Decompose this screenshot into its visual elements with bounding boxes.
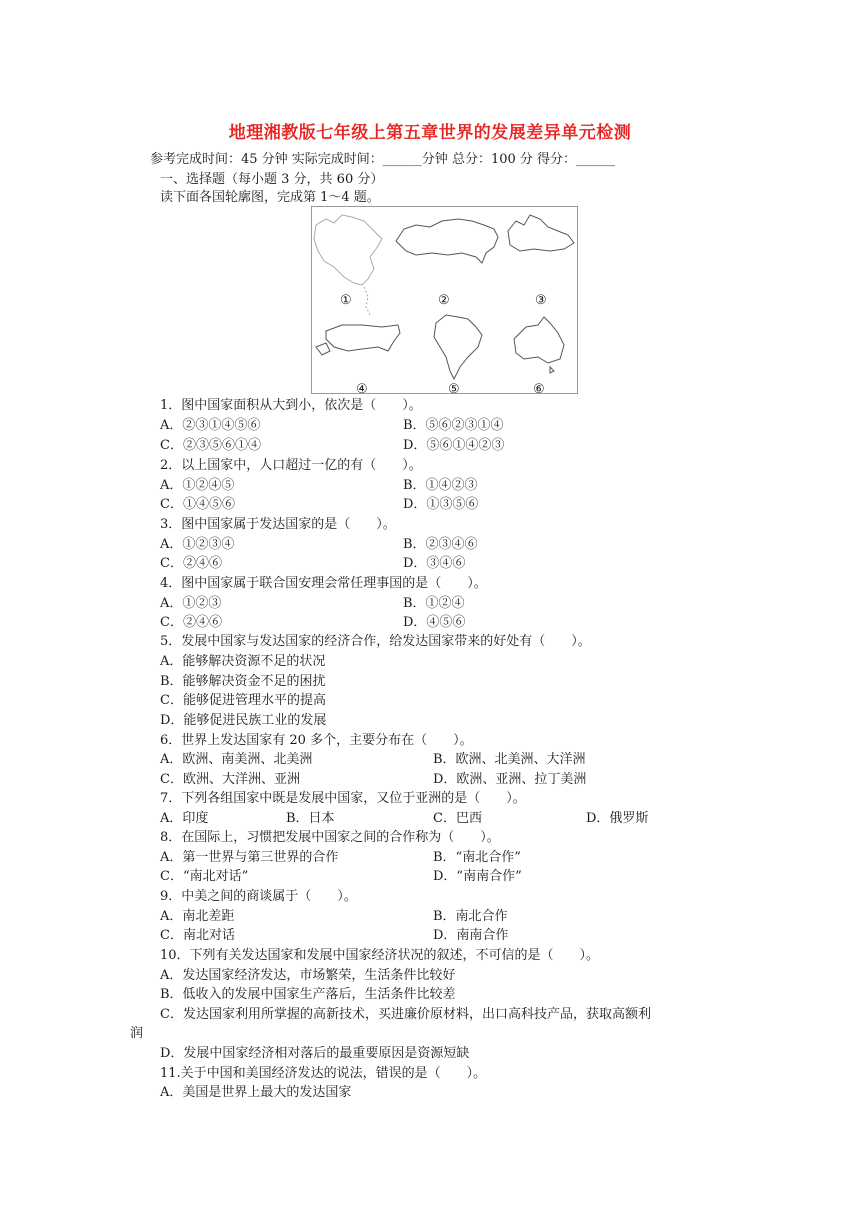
question-3-option-a: A．①②③④ — [160, 537, 235, 552]
question-6-stem: 6．世界上发达国家有 20 多个，主要分布在（ ）。 — [160, 733, 473, 748]
question-9-option-c: C．南北对话 — [160, 928, 235, 943]
russia-outline — [396, 219, 498, 263]
brazil-outline — [434, 315, 482, 379]
question-4-option-c: C．②④⑥ — [160, 615, 222, 630]
map-label-3: ③ — [535, 293, 547, 308]
question-6-option-d: D．欧洲、亚洲、拉丁美洲 — [433, 772, 587, 787]
question-5-stem: 5．发展中国家与发达国家的经济合作，给发达国家带来的好处有（ ）。 — [160, 634, 591, 649]
question-11-stem: 11.关于中国和美国经济发达的说法，错误的是（ ）。 — [160, 1066, 487, 1081]
question-10-option-c: C．发达国家利用所掌握的高新技术，买进廉价原材料，出口高科技产品，获取高额利 — [160, 1007, 651, 1022]
question-3-option-d: D．③④⑥ — [403, 556, 466, 571]
question-7-option-c: C．巴西 — [433, 811, 482, 826]
question-4-option-b: B．①②④ — [403, 596, 465, 611]
question-7-option-b: B．日本 — [286, 811, 335, 826]
question-1-option-d: D．⑤⑥①④②③ — [403, 438, 505, 453]
map-intro: 读下面各国轮廓图，完成第 1～4 题。 — [160, 190, 380, 205]
question-8-option-a: A．第一世界与第三世界的合作 — [160, 850, 339, 865]
question-5-option-a: A．能够解决资源不足的状况 — [160, 654, 326, 669]
question-2-option-a: A．①②④⑤ — [160, 478, 235, 493]
question-5-option-c: C．能够促进管理水平的提高 — [160, 693, 326, 708]
question-1-option-c: C．②③⑤⑥①④ — [160, 438, 261, 453]
question-10-option-a: A．发达国家经济发达，市场繁荣，生活条件比较好 — [160, 968, 456, 983]
question-10-option-d: D．发展中国家经济相对落后的最重要原因是资源短缺 — [160, 1046, 470, 1061]
question-4-option-a: A．①②③ — [160, 596, 222, 611]
question-2-option-c: C．①④⑤⑥ — [160, 497, 235, 512]
question-4-option-d: D．④⑤⑥ — [403, 615, 466, 630]
question-8-option-d: D．“南南合作” — [433, 869, 522, 884]
map-label-2: ② — [438, 293, 450, 308]
map-label-1: ① — [340, 293, 352, 308]
question-2-stem: 2．以上国家中，人口超过一亿的有（ ）。 — [160, 458, 422, 473]
canada-outline — [508, 215, 574, 251]
question-6-option-a: A．欧洲、南美洲、北美洲 — [160, 752, 313, 767]
question-10-stem: 10．下列有关发达国家和发展中国家经济状况的叙述，不可信的是（ ）。 — [160, 948, 600, 963]
map-label-4: ④ — [356, 382, 368, 397]
question-8-option-c: C．“南北对话” — [160, 869, 249, 884]
question-5-option-b: B．能够解决资金不足的困扰 — [160, 674, 326, 689]
map-label-6: ⑥ — [533, 382, 545, 397]
question-2-option-d: D．①③⑤⑥ — [403, 497, 479, 512]
question-9-option-a: A．南北差距 — [160, 909, 235, 924]
question-7-option-a: A．印度 — [160, 811, 209, 826]
country-outline-figure — [311, 206, 578, 397]
question-3-option-c: C．②④⑥ — [160, 556, 222, 571]
question-10-option-b: B．低收入的发展中国家生产落后，生活条件比较差 — [160, 987, 456, 1002]
question-8-stem: 8．在国际上，习惯把发展中国家之间的合作称为（ ）。 — [160, 830, 500, 845]
question-9-option-b: B．南北合作 — [433, 909, 508, 924]
question-6-option-c: C．欧洲、大洋洲、亚洲 — [160, 772, 300, 787]
question-10-option-c-continued: 润 — [130, 1026, 144, 1041]
page-title: 地理湘教版七年级上第五章世界的发展差异单元检测 — [228, 123, 632, 143]
section-heading: 一、选择题（每小题 3 分，共 60 分） — [160, 172, 384, 187]
question-4-stem: 4．图中国家属于联合国安理会常任理事国的是（ ）。 — [160, 576, 487, 591]
usa-outline — [326, 325, 400, 351]
question-7-option-d: D．俄罗斯 — [586, 811, 649, 826]
question-1-option-a: A．②③①④⑤⑥ — [160, 418, 261, 433]
australia-outline — [514, 317, 564, 363]
china-outline — [314, 215, 382, 285]
question-5-option-d: D．能够促进民族工业的发展 — [160, 713, 327, 728]
question-2-option-b: B．①④②③ — [403, 478, 478, 493]
question-1-option-b: B．⑤⑥②③①④ — [403, 418, 504, 433]
question-9-stem: 9．中美之间的商谈属于（ ）。 — [160, 889, 357, 904]
question-9-option-d: D．南南合作 — [433, 928, 509, 943]
question-3-option-b: B．②③④⑥ — [403, 537, 478, 552]
header-line: 参考完成时间：45 分钟 实际完成时间：______分钟 总分：100 分 得分：______ — [150, 152, 616, 167]
question-8-option-b: B．“南北合作” — [433, 850, 521, 865]
question-3-stem: 3．图中国家属于发达国家的是（ ）。 — [160, 517, 396, 532]
question-6-option-b: B．欧洲、北美洲、大洋洲 — [433, 752, 586, 767]
question-7-stem: 7．下列各组国家中既是发展中国家，又位于亚洲的是（ ）。 — [160, 791, 526, 806]
map-label-5: ⑤ — [448, 382, 460, 397]
question-1-stem: 1．图中国家面积从大到小，依次是（ ）。 — [160, 398, 422, 413]
question-11-option-a: A．美国是世界上最大的发达国家 — [160, 1085, 352, 1100]
